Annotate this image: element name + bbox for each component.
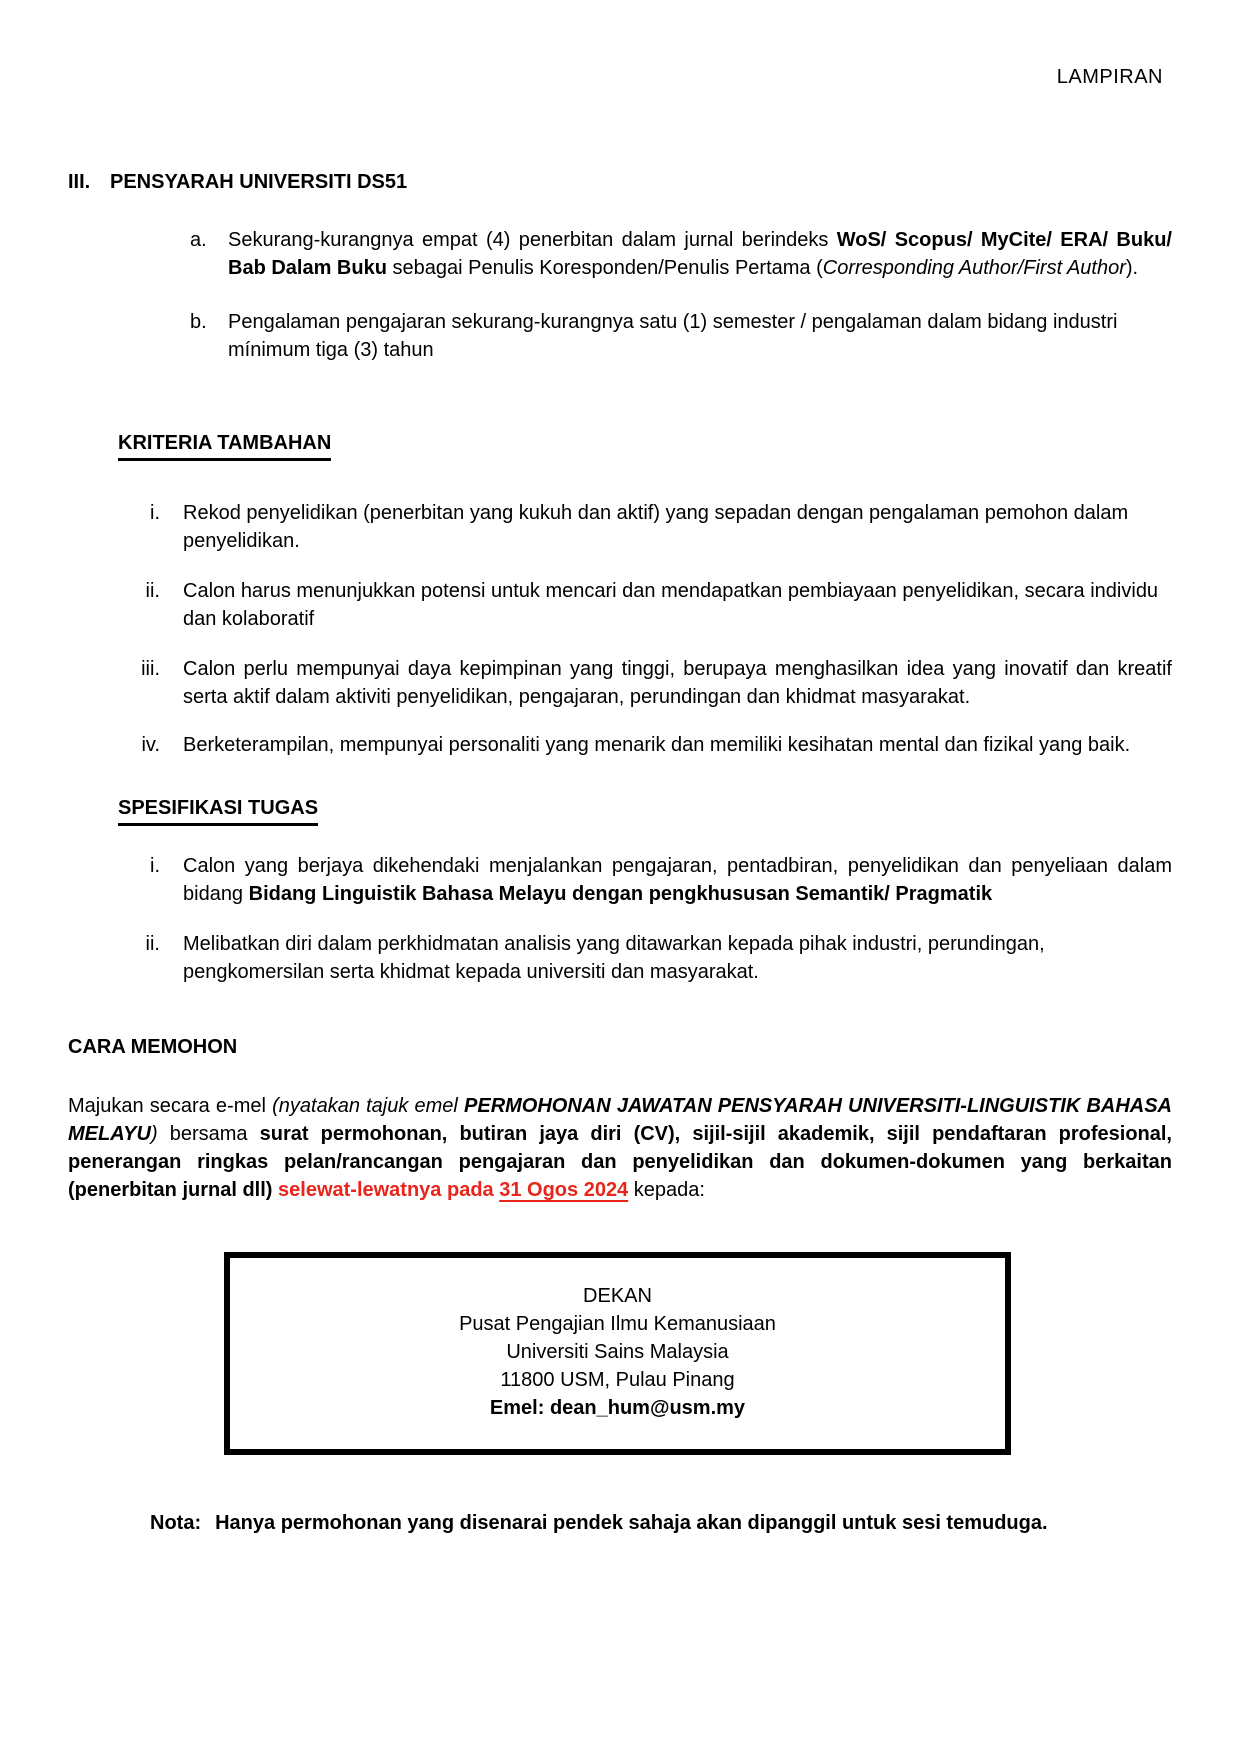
address-line-school: Pusat Pengajian Ilmu Kemanusiaan: [459, 1313, 776, 1335]
list-item-text: Rekod penyelidikan (penerbitan yang kukuh dan aktif) yang sepadan dengan pengalaman pemohon dalam penyelidikan.: [183, 502, 1129, 552]
list-item-text: [228, 226, 1172, 282]
section-numeral: III.: [68, 171, 91, 193]
spesifikasi-item-ii: [118, 930, 1172, 986]
list-marker: iv.: [141, 734, 160, 756]
list-marker: iii.: [141, 658, 160, 680]
list-marker: i.: [150, 855, 160, 877]
nota-line: [150, 1509, 1172, 1537]
email-subject-text: PERMOHONAN JAWATAN PENSYARAH UNIVERSITI-LINGUISTIK BAHASA MELAYU: [68, 1095, 1172, 1145]
address-line-university: Universiti Sains Malaysia: [506, 1341, 729, 1363]
list-item-b: [190, 308, 1172, 364]
list-item-text: Calon perlu mempunyai daya kepimpinan yang tinggi, berupaya menghasilkan idea yang inovatif dan kreatif serta aktif dalam aktiviti penyelidikan, pengajaran, perundingan dan khidmat masyarakat.: [183, 658, 1172, 708]
text-run-bold: WoS/ Scopus/ MyCite/ ERA/ Buku/ Bab Dalam Buku: [228, 229, 1172, 279]
text-run-italic: ): [150, 1123, 158, 1145]
list-item-text: [183, 852, 1172, 908]
list-marker: ii.: [145, 933, 160, 955]
address-email: Emel: dean_hum@usm.my: [489, 1397, 746, 1419]
text-run: Sekurang-kurangnya empat (4) penerbitan dalam jurnal berindeks: [228, 229, 837, 251]
list-item-text: Pengalaman pengajaran sekurang-kurangnya satu (1) semester / pengalaman dalam bidang industri mínimum tiga (3) tahun: [228, 311, 1118, 361]
spesifikasi-item-i: [118, 852, 1172, 908]
text-run: sebagai Penulis Koresponden/Penulis Pertama (: [386, 257, 823, 279]
text-run-italic: (nyatakan tajuk emel: [272, 1095, 465, 1117]
list-marker: b.: [190, 311, 207, 333]
text-run-italic: Corresponding Author/First Author: [822, 257, 1126, 279]
kriteria-item-iv: [118, 731, 1172, 759]
address-box: [224, 1252, 1011, 1455]
kriteria-heading: [118, 430, 1172, 461]
list-item-text: Berketerampilan, mempunyai personaliti yang menarik dan memiliki kesihatan mental dan fizikal yang baik.: [183, 734, 1131, 756]
text-run: Majukan secara e-mel: [68, 1095, 273, 1117]
list-marker: a.: [190, 229, 207, 251]
list-marker: ii.: [145, 580, 160, 602]
address-line-dekan: DEKAN: [583, 1285, 652, 1307]
kriteria-item-i: [118, 499, 1172, 555]
address-line-city: 11800 USM, Pulau Pinang: [500, 1369, 735, 1391]
text-run-bold: surat permohonan, butiran jaya diri (CV), sijil-sijil akademik, sijil pendaftaran profesional, penerangan ringkas pelan/rancangan pengajaran dan penyelidikan dan dokumen-dokumen yang berkaitan (penerbitan jurnal dll): [68, 1123, 1172, 1201]
list-item-a: [190, 226, 1172, 282]
section-title: PENSYARAH UNIVERSITI DS51: [110, 171, 408, 193]
section-heading: [68, 170, 1172, 194]
kriteria-heading-text: KRITERIA TAMBAHAN: [118, 430, 331, 461]
list-item-text: Calon harus menunjukkan potensi untuk mencari dan mendapatkan pembiayaan penyelidikan, secara individu dan kolaboratif: [183, 580, 1159, 630]
spesifikasi-heading-text: SPESIFIKASI TUGAS: [118, 795, 318, 826]
text-run: bersama: [157, 1123, 260, 1145]
list-marker: i.: [150, 502, 160, 524]
text-run: Calon yang berjaya dikehendaki menjalankan pengajaran, pentadbiran, penyelidikan dan penyeliaan dalam bidang: [183, 855, 1172, 905]
application-paragraph: [68, 1092, 1172, 1204]
text-run: ).: [1125, 257, 1139, 279]
list-item-text: Melibatkan diri dalam perkhidmatan analisis yang ditawarkan kepada pihak industri, perundingan, pengkomersilan serta khidmat kepada universiti dan masyarakat.: [183, 933, 1045, 983]
nota-text: Hanya permohonan yang disenarai pendek sahaja akan dipanggil untuk sesi temuduga.: [215, 1512, 1048, 1534]
text-run-bold: Bidang Linguistik Bahasa Melayu dengan pengkhususan Semantik/ Pragmatik: [248, 883, 993, 905]
text-run: kepada:: [628, 1179, 705, 1201]
kriteria-item-iii: [118, 655, 1172, 711]
deadline-phrase: selewat-lewatnya pada: [278, 1179, 500, 1201]
spesifikasi-heading: [118, 795, 1172, 826]
corner-label: LAMPIRAN: [1056, 66, 1163, 88]
deadline-date: 31 Ogos 2024: [499, 1179, 629, 1201]
kriteria-item-ii: [118, 577, 1172, 633]
cara-memohon-heading: CARA MEMOHON: [68, 1036, 238, 1058]
nota-label: Nota:: [150, 1512, 202, 1534]
